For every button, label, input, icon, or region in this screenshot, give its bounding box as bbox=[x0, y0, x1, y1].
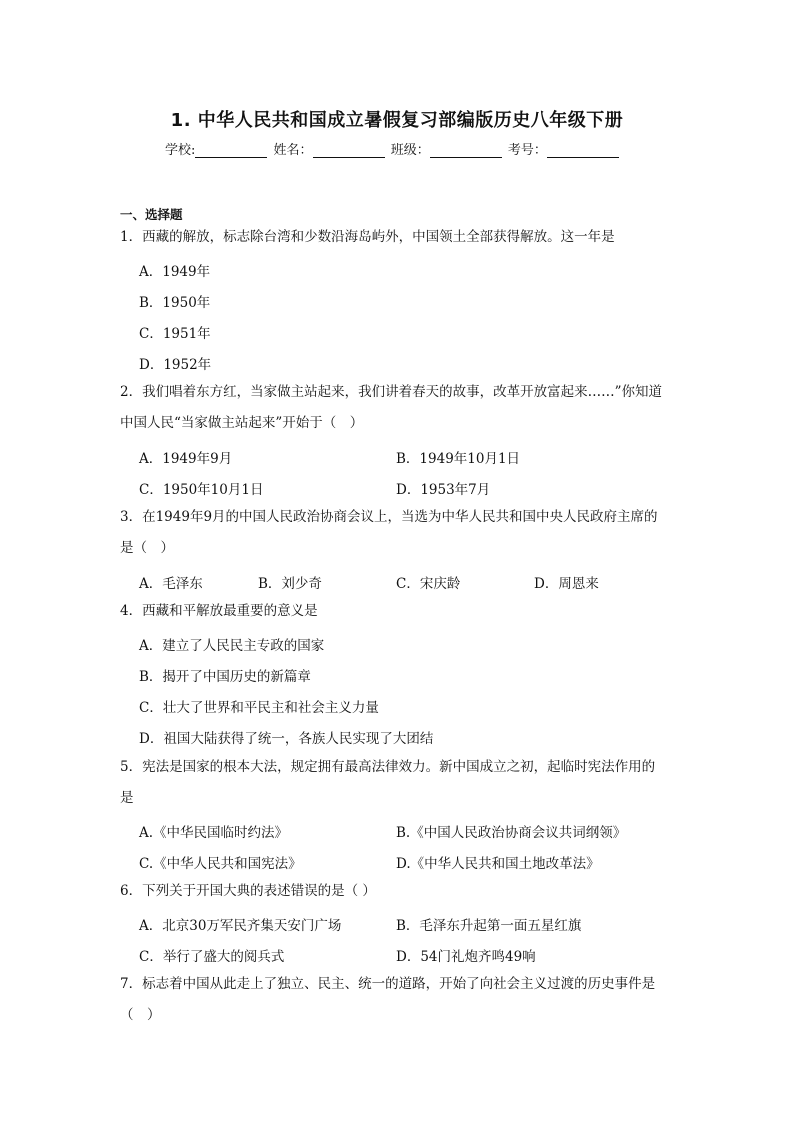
option-a: A．北京30万军民齐集天安门广场 bbox=[139, 918, 342, 934]
option-d: D．54门礼炮齐鸣49响 bbox=[396, 949, 536, 965]
option-c: C．举行了盛大的阅兵式 bbox=[139, 949, 285, 965]
option-b: B．1949年10月1日 bbox=[396, 451, 521, 467]
question-6 bbox=[120, 876, 680, 907]
question-stem: 2．我们唱着东方红，当家做主站起来，我们讲着春天的故事，改革开放富起来……”你知道 bbox=[120, 384, 662, 400]
name-blank[interactable] bbox=[313, 143, 385, 158]
question-3 bbox=[120, 502, 680, 564]
question-5 bbox=[120, 752, 680, 814]
option-a: A．建立了人民民主专政的国家 bbox=[139, 638, 325, 654]
option-b: B．毛泽东升起第一面五星红旗 bbox=[396, 918, 582, 934]
option-a: A．1949年 bbox=[139, 264, 211, 280]
option-d: D．1953年7月 bbox=[396, 482, 491, 498]
question-stem-cont: 是 bbox=[120, 790, 134, 806]
class-blank[interactable] bbox=[430, 143, 502, 158]
class-label: 班级： bbox=[390, 143, 430, 158]
option-b: B．揭开了中国历史的新篇章 bbox=[139, 669, 311, 685]
question-stem: 5．宪法是国家的根本大法，规定拥有最高法律效力。新中国成立之初，起临时宪法作用的 bbox=[120, 759, 656, 775]
question-1 bbox=[120, 222, 680, 253]
option-c: C．壮大了世界和平民主和社会主义力量 bbox=[139, 700, 379, 716]
option-a: A．毛泽东 bbox=[139, 576, 203, 592]
question-4 bbox=[120, 596, 680, 627]
question-stem: 1．西藏的解放，标志除台湾和少数沿海岛屿外，中国领土全部获得解放。这一年是 bbox=[120, 229, 615, 245]
question-stem-cont: 是（ ） bbox=[120, 540, 174, 556]
school-label: 学校: bbox=[165, 143, 196, 158]
option-b: B.《中国人民政治协商会议共词纲领》 bbox=[396, 825, 627, 841]
section-heading: 一、选择题 bbox=[120, 207, 183, 222]
question-stem: 3．在1949年9月的中国人民政治协商会议上，当选为中华人民共和国中央人民政府主席的 bbox=[120, 509, 658, 525]
option-a: A.《中华民国临时约法》 bbox=[139, 825, 289, 841]
question-stem-cont: （ ） bbox=[120, 1007, 161, 1023]
student-info-line bbox=[165, 139, 621, 158]
question-stem-cont: 中国人民“当家做主站起来”开始于（ ） bbox=[120, 415, 364, 431]
option-a: A．1949年9月 bbox=[139, 451, 233, 467]
option-b: B．刘少奇 bbox=[258, 576, 322, 592]
option-b: B．1950年 bbox=[139, 295, 211, 311]
question-stem: 6．下列关于开国大典的表述错误的是（ ） bbox=[120, 883, 376, 899]
question-stem: 4．西藏和平解放最重要的意义是 bbox=[120, 603, 318, 619]
exam-number-label: 考号： bbox=[507, 143, 547, 158]
option-d: D．周恩来 bbox=[534, 576, 599, 592]
exam-number-blank[interactable] bbox=[547, 143, 619, 158]
question-7 bbox=[120, 969, 680, 1031]
option-c: C．宋庆龄 bbox=[396, 576, 461, 592]
name-label: 姓名： bbox=[273, 143, 313, 158]
school-blank[interactable] bbox=[195, 143, 267, 158]
option-d: D．1952年 bbox=[139, 357, 212, 373]
question-stem: 7．标志着中国从此走上了独立、民主、统一的道路，开始了向社会主义过渡的历史事件是 bbox=[120, 976, 656, 992]
option-d: D.《中华人民共和国土地改革法》 bbox=[396, 856, 600, 872]
option-d: D．祖国大陆获得了统一，各族人民实现了大团结 bbox=[139, 731, 434, 747]
question-2 bbox=[120, 377, 680, 439]
option-c: C．1950年10月1日 bbox=[139, 482, 264, 498]
page-title: 1. 中华人民共和国成立暑假复习部编版历史八年级下册 bbox=[170, 110, 624, 131]
option-c: C．1951年 bbox=[139, 326, 211, 342]
option-c: C.《中华人民共和国宪法》 bbox=[139, 856, 302, 872]
